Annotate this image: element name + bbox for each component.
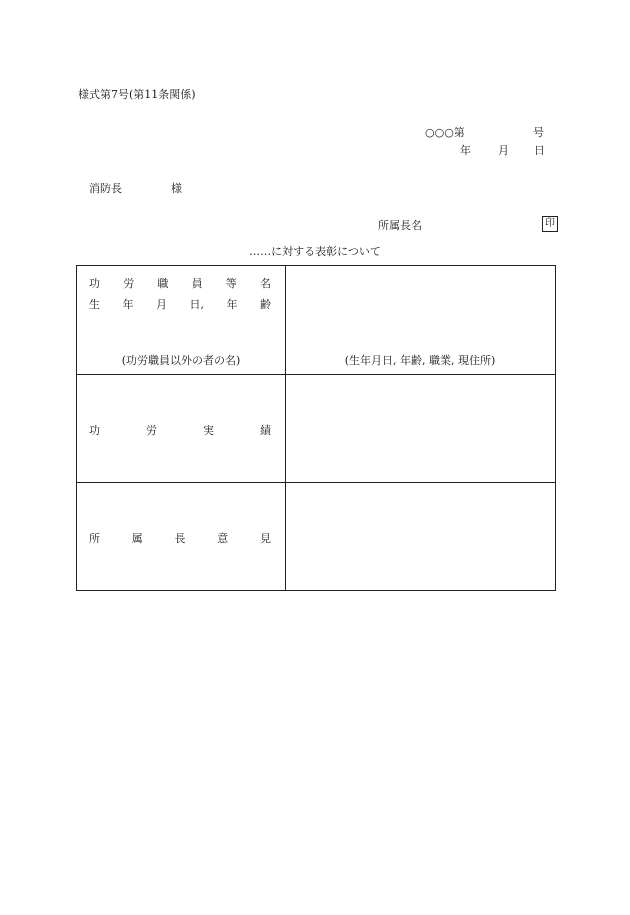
row3-label: 所 属 長 意 見 <box>89 532 271 545</box>
table-row-divider <box>77 482 555 483</box>
form-number: 様式第7号(第11条関係) <box>78 88 196 101</box>
date-year: 年 <box>460 144 471 157</box>
document-number-suffix: 号 <box>533 126 544 139</box>
table-column-divider <box>285 266 286 590</box>
sender-name-label: 所属長名 <box>378 219 422 232</box>
row1-note-right: (生年月日, 年齢, 職業, 現住所) <box>344 354 496 367</box>
date-month: 月 <box>498 144 509 157</box>
seal-mark: 印 <box>542 216 558 232</box>
document-number-prefix: ○○○第 <box>425 126 465 139</box>
addressee-honorific: 様 <box>171 182 182 195</box>
row1-label-line2: 生 年 月 日, 年 齢 <box>89 298 271 311</box>
commendation-table <box>76 265 556 591</box>
date-day: 日 <box>534 144 545 157</box>
addressee-title: 消防長 <box>89 182 122 195</box>
row1-note-left: (功労職員以外の者の名) <box>121 354 241 367</box>
row2-label: 功 労 実 績 <box>89 424 271 437</box>
table-row-divider <box>77 374 555 375</box>
row1-label-line1: 功 労 職 員 等 名 <box>89 277 271 290</box>
document-subject: ……に対する表彰について <box>249 245 381 258</box>
